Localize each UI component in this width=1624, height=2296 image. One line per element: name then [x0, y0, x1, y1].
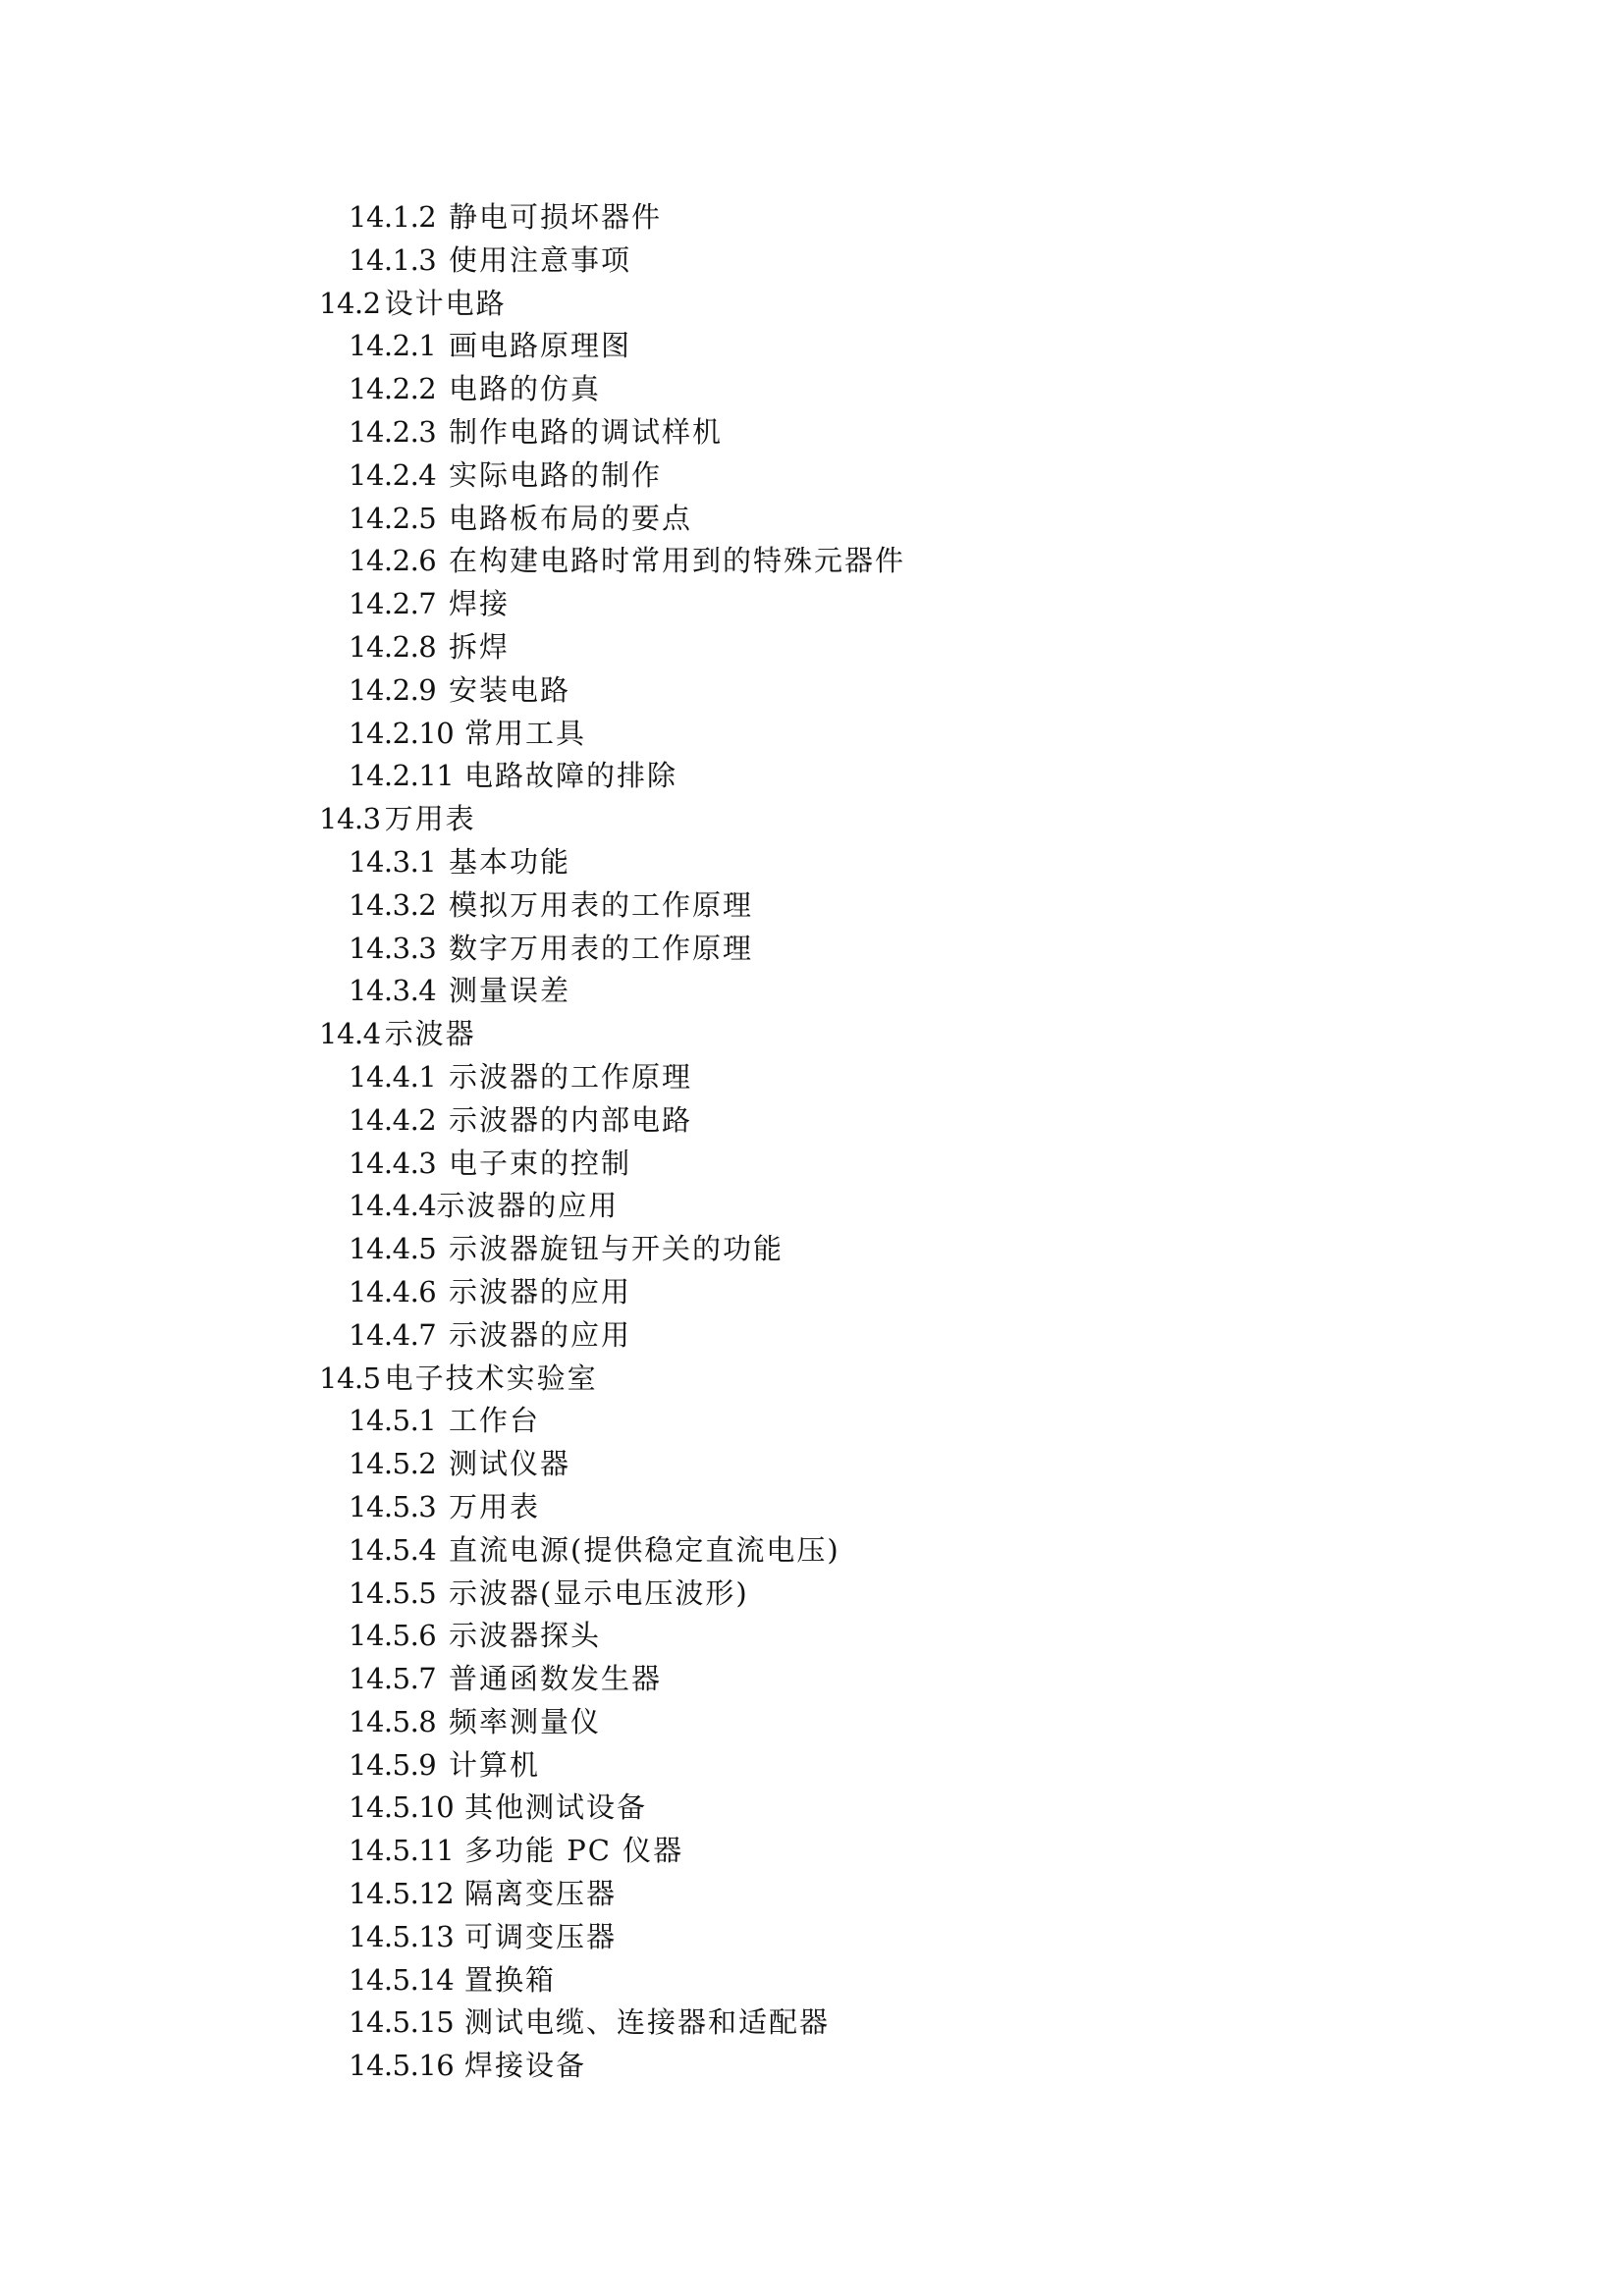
toc-entry-title: 测试仪器 — [449, 1447, 571, 1481]
toc-entry-title: 焊接 — [449, 587, 511, 621]
toc-subsection-item — [0, 1529, 1624, 1573]
toc-entry-number: 14.5.11 — [349, 1834, 455, 1868]
toc-subsection-item — [0, 2002, 1624, 2045]
toc-subsection-item — [0, 1443, 1624, 1486]
toc-section-heading — [0, 1013, 1624, 1056]
toc-entry-title: 示波器 — [384, 1017, 476, 1051]
toc-section-heading — [0, 798, 1624, 841]
toc-entry-number: 14.5.8 — [349, 1704, 437, 1738]
toc-entry-title: 普通函数发生器 — [449, 1662, 663, 1696]
toc-entry-title: 静电可损坏器件 — [449, 200, 663, 234]
toc-entry-title: 数字万用表的工作原理 — [449, 931, 754, 965]
toc-entry-number: 14.5.2 — [349, 1447, 437, 1481]
toc-entry-title: 可调变压器 — [464, 1919, 618, 1953]
toc-subsection-item — [0, 540, 1624, 583]
toc-entry-number: 14.3.3 — [349, 931, 437, 965]
toc-entry-title: 设计电路 — [384, 286, 507, 320]
toc-entry-title: 使用注意事项 — [449, 242, 632, 277]
toc-entry-number: 14.2.5 — [349, 501, 437, 535]
toc-subsection-item — [0, 1744, 1624, 1788]
toc-subsection-item — [0, 325, 1624, 368]
toc-entry-number: 14.2 — [319, 286, 381, 320]
toc-entry-title: 电路的仿真 — [449, 372, 602, 406]
toc-subsection-item — [0, 755, 1624, 798]
toc-subsection-item — [0, 713, 1624, 756]
toc-entry-number: 14.5.16 — [349, 2049, 455, 2083]
toc-entry-number: 14.5.12 — [349, 1877, 455, 1911]
toc-entry-number: 14.4.5 — [349, 1232, 437, 1266]
toc-entry-title: 示波器的应用 — [449, 1317, 632, 1352]
toc-entry-title: 画电路原理图 — [449, 329, 632, 363]
toc-subsection-item — [0, 1228, 1624, 1271]
toc-subsection-item — [0, 1916, 1624, 1959]
toc-entry-title: 万用表 — [384, 802, 476, 836]
toc-entry-number: 14.5.13 — [349, 1919, 455, 1953]
toc-entry-number: 14.5.3 — [349, 1489, 437, 1523]
toc-entry-number: 14.5.5 — [349, 1575, 437, 1610]
toc-entry-number: 14.1.3 — [349, 242, 437, 277]
toc-entry-number: 14.2.10 — [349, 716, 455, 750]
toc-entry-number: 14.3.4 — [349, 974, 437, 1008]
toc-entry-title: 隔离变压器 — [464, 1877, 618, 1911]
toc-entry-number: 14.5.9 — [349, 1747, 437, 1782]
toc-entry-number: 14.4.4 — [349, 1189, 437, 1223]
toc-entry-title: 安装电路 — [449, 672, 571, 707]
toc-entry-number: 14.2.2 — [349, 372, 437, 406]
toc-entry-title: 多功能 PC 仪器 — [464, 1834, 684, 1868]
toc-entry-title: 电子技术实验室 — [384, 1361, 598, 1395]
toc-subsection-item — [0, 1701, 1624, 1744]
toc-entry-number: 14.3.1 — [349, 844, 437, 879]
toc-entry-number: 14.4.3 — [349, 1146, 437, 1180]
toc-subsection-item — [0, 1099, 1624, 1143]
toc-entry-title: 示波器的应用 — [436, 1189, 620, 1223]
toc-entry-number: 14.4.6 — [349, 1274, 437, 1308]
toc-subsection-item — [0, 669, 1624, 713]
toc-entry-title: 拆焊 — [449, 629, 511, 664]
toc-subsection-item — [0, 1615, 1624, 1658]
toc-entry-number: 14.3.2 — [349, 887, 437, 922]
toc-entry-number: 14.5.6 — [349, 1619, 437, 1653]
toc-subsection-item — [0, 583, 1624, 626]
toc-entry-number: 14.5.4 — [349, 1532, 437, 1567]
toc-subsection-item — [0, 454, 1624, 498]
toc-entry-title: 实际电路的制作 — [449, 457, 663, 492]
toc-entry-number: 14.5 — [319, 1361, 381, 1395]
toc-entry-number: 14.2.6 — [349, 544, 437, 578]
toc-subsection-item — [0, 1830, 1624, 1873]
toc-subsection-item — [0, 1185, 1624, 1228]
toc-entry-number: 14.2.8 — [349, 629, 437, 664]
toc-entry-title: 测试电缆、连接器和适配器 — [464, 2005, 831, 2040]
toc-subsection-item — [0, 498, 1624, 541]
toc-entry-title: 示波器的内部电路 — [449, 1102, 693, 1137]
toc-subsection-item — [0, 1959, 1624, 2002]
toc-entry-title: 基本功能 — [449, 844, 571, 879]
toc-entry-number: 14.1.2 — [349, 200, 437, 234]
toc-entry-title: 其他测试设备 — [464, 1790, 648, 1825]
toc-entry-number: 14.5.10 — [349, 1790, 455, 1825]
toc-entry-number: 14.4 — [319, 1017, 381, 1051]
toc-entry-title: 示波器的应用 — [449, 1274, 632, 1308]
toc-subsection-item — [0, 841, 1624, 884]
toc-subsection-item — [0, 1143, 1624, 1186]
toc-subsection-item — [0, 626, 1624, 669]
toc-section-heading — [0, 283, 1624, 326]
toc-entry-number: 14.2.4 — [349, 457, 437, 492]
toc-subsection-item — [0, 368, 1624, 411]
toc-entry-title: 置换箱 — [464, 1962, 557, 1997]
toc-entry-title: 示波器(显示电压波形) — [449, 1575, 749, 1610]
toc-entry-title: 电路板布局的要点 — [449, 501, 693, 535]
toc-entry-number: 14.2.1 — [349, 329, 437, 363]
toc-section-heading — [0, 1358, 1624, 1401]
toc-entry-number: 14.5.15 — [349, 2005, 455, 2040]
toc-subsection-item — [0, 196, 1624, 240]
toc-subsection-item — [0, 240, 1624, 283]
toc-entry-title: 工作台 — [449, 1404, 541, 1438]
toc-entry-title: 在构建电路时常用到的特殊元器件 — [449, 544, 906, 578]
toc-subsection-item — [0, 884, 1624, 928]
toc-entry-title: 计算机 — [449, 1747, 541, 1782]
toc-entry-title: 制作电路的调试样机 — [449, 414, 724, 449]
toc-subsection-item — [0, 1573, 1624, 1616]
toc-entry-number: 14.4.7 — [349, 1317, 437, 1352]
toc-entry-number: 14.2.3 — [349, 414, 437, 449]
toc-subsection-item — [0, 1658, 1624, 1701]
toc-entry-title: 测量误差 — [449, 974, 571, 1008]
toc-subsection-item — [0, 1314, 1624, 1358]
toc-subsection-item — [0, 1056, 1624, 1099]
toc-entry-number: 14.5.14 — [349, 1962, 455, 1997]
toc-entry-number: 14.4.2 — [349, 1102, 437, 1137]
toc-entry-title: 电路故障的排除 — [464, 759, 678, 793]
toc-subsection-item — [0, 1271, 1624, 1314]
toc-subsection-item — [0, 1873, 1624, 1916]
toc-entry-title: 示波器旋钮与开关的功能 — [449, 1232, 785, 1266]
toc-subsection-item — [0, 2045, 1624, 2088]
toc-subsection-item — [0, 1486, 1624, 1529]
toc-entry-number: 14.2.9 — [349, 672, 437, 707]
toc-entry-title: 频率测量仪 — [449, 1704, 602, 1738]
toc-subsection-item — [0, 1400, 1624, 1443]
toc-entry-title: 常用工具 — [464, 716, 587, 750]
toc-entry-title: 示波器的工作原理 — [449, 1059, 693, 1094]
toc-entry-number: 14.4.1 — [349, 1059, 437, 1094]
toc-entry-title: 万用表 — [449, 1489, 541, 1523]
toc-entry-title: 焊接设备 — [464, 2049, 587, 2083]
toc-subsection-item — [0, 928, 1624, 971]
toc-subsection-item — [0, 1787, 1624, 1830]
table-of-contents — [0, 196, 1624, 2088]
toc-entry-number: 14.3 — [319, 802, 381, 836]
toc-entry-number: 14.2.7 — [349, 587, 437, 621]
toc-subsection-item — [0, 411, 1624, 454]
toc-subsection-item — [0, 970, 1624, 1013]
toc-entry-title: 电子束的控制 — [449, 1146, 632, 1180]
toc-entry-title: 模拟万用表的工作原理 — [449, 887, 754, 922]
toc-entry-number: 14.5.1 — [349, 1404, 437, 1438]
toc-entry-number: 14.5.7 — [349, 1662, 437, 1696]
toc-entry-number: 14.2.11 — [349, 759, 455, 793]
toc-entry-title: 示波器探头 — [449, 1619, 602, 1653]
toc-entry-title: 直流电源(提供稳定直流电压) — [449, 1532, 840, 1567]
